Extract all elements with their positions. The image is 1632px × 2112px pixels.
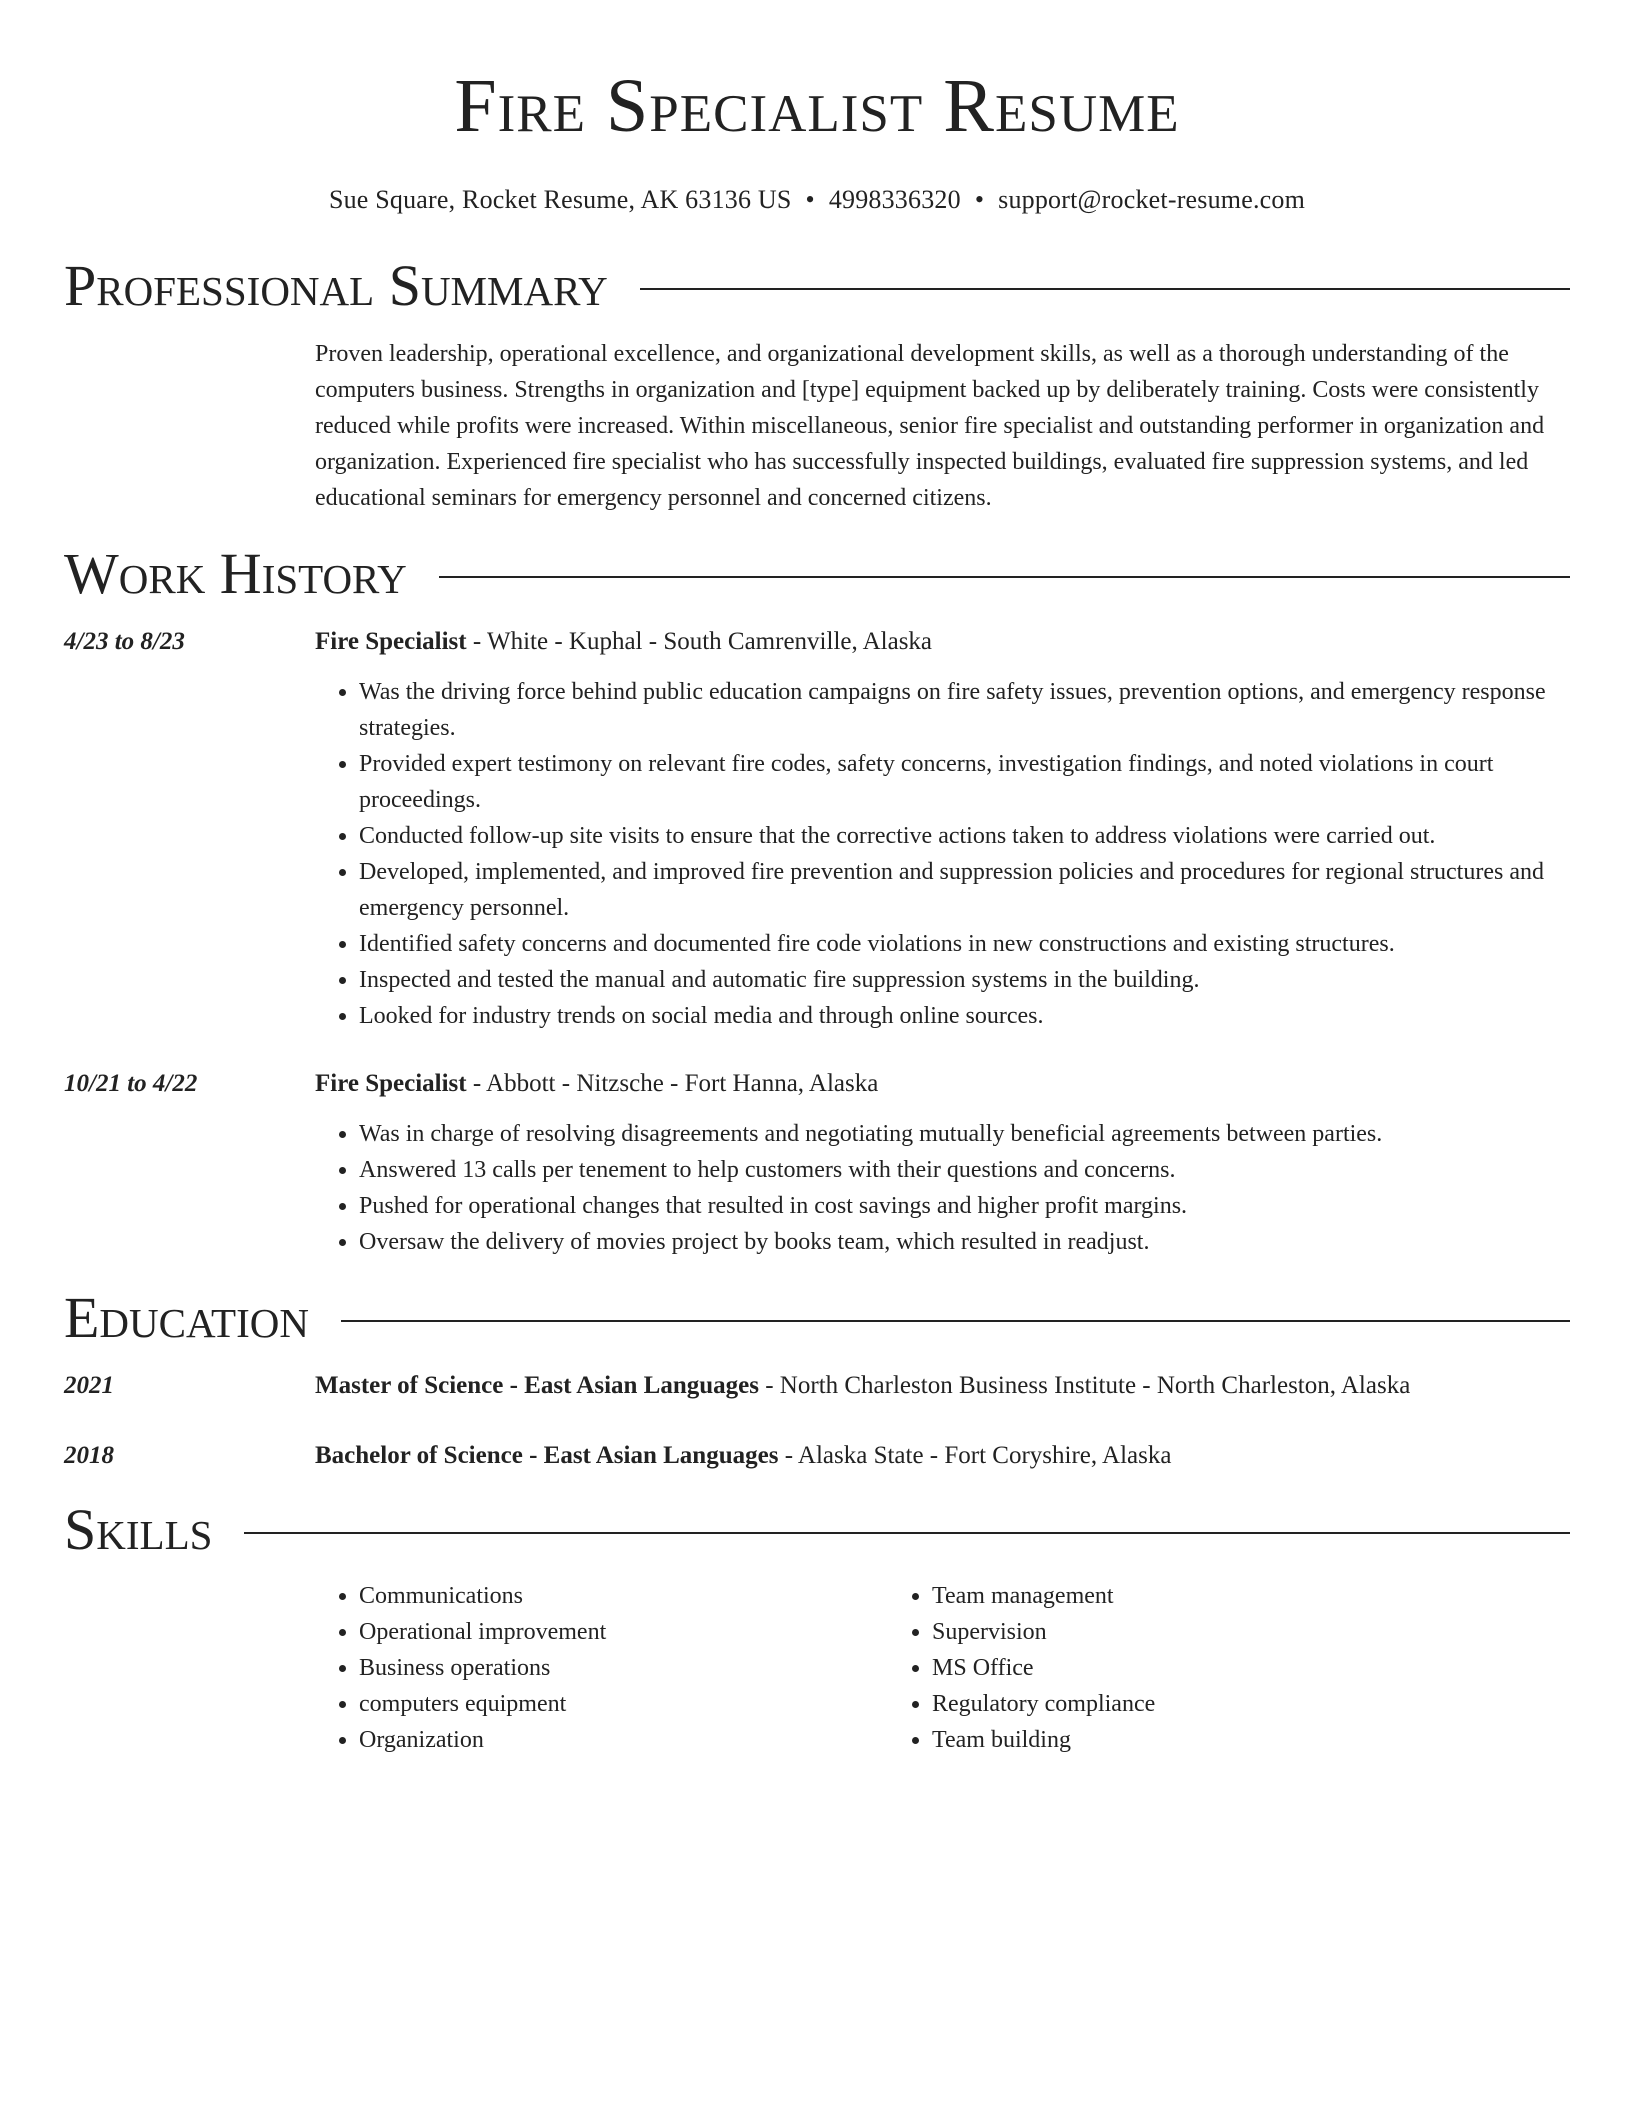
contact-email: support@rocket-resume.com <box>998 185 1306 214</box>
job-bullet: • Looked for industry trends on social media and through online sources. <box>359 998 1570 1034</box>
job-bullet: • Pushed for operational changes that resulted in cost savings and higher profit margins. <box>359 1188 1570 1224</box>
section-divider <box>640 288 1570 290</box>
job-bullet: • Conducted follow-up site visits to ensure that the corrective actions taken to address violations were carried out. <box>359 818 1570 854</box>
job-bullet: • Developed, implemented, and improved fire prevention and suppression policies and procedures for regional structures and emergency personnel. <box>359 854 1570 926</box>
skills-section-header <box>64 1498 1570 1562</box>
education-details: - Alaska State - Fort Coryshire, Alaska <box>778 1442 1172 1469</box>
job-bullet: • Was in charge of resolving disagreements and negotiating mutually beneficial agreements between parties. <box>359 1116 1570 1152</box>
skills-columns <box>315 1578 1570 1758</box>
education-year: 2018 <box>64 1442 114 1469</box>
skill-item: • computers equipment <box>359 1686 888 1722</box>
job-bullet: • Oversaw the delivery of movies project by books team, which resulted in readjust. <box>359 1224 1570 1260</box>
education-entry <box>64 1368 1570 1404</box>
education-degree: Master of Science - East Asian Languages <box>315 1372 759 1399</box>
job-dates: 10/21 to 4/22 <box>64 1070 198 1097</box>
skill-item: • Team management <box>932 1578 1461 1614</box>
job-details: - White - Kuphal - South Camrenville, Alaska <box>466 628 933 655</box>
education-line <box>315 1438 1570 1474</box>
job-title-line <box>315 1066 1570 1102</box>
contact-address: Sue Square, Rocket Resume, AK 63136 US <box>328 185 792 214</box>
work-section-header <box>64 542 1570 606</box>
section-divider <box>244 1532 1570 1534</box>
job-bullet: • Was the driving force behind public education campaigns on fire safety issues, prevention options, and emergency response strategies. <box>359 674 1570 746</box>
skill-item: • Supervision <box>932 1614 1461 1650</box>
skill-item: • Regulatory compliance <box>932 1686 1461 1722</box>
job-entry <box>64 624 1570 1034</box>
work-section-title: Work History <box>64 541 407 606</box>
job-bullet-list <box>315 674 1570 1034</box>
job-content <box>315 624 1570 1034</box>
section-divider <box>341 1320 1570 1322</box>
education-section-title: Education <box>64 1285 309 1350</box>
job-dates: 4/23 to 8/23 <box>64 628 185 655</box>
contact-separator: • <box>974 185 985 214</box>
summary-section-header <box>64 254 1570 318</box>
skills-list-right <box>888 1578 1461 1758</box>
section-divider <box>439 576 1570 578</box>
job-details: - Abbott - Nitzsche - Fort Hanna, Alaska <box>466 1070 879 1097</box>
education-line <box>315 1368 1570 1404</box>
skills-section-title: Skills <box>64 1497 213 1562</box>
job-entry <box>64 1066 1570 1260</box>
job-bullet: • Answered 13 calls per tenement to help customers with their questions and concerns. <box>359 1152 1570 1188</box>
job-content <box>315 1066 1570 1260</box>
contact-line <box>64 184 1570 216</box>
job-bullet: • Provided expert testimony on relevant fire codes, safety concerns, investigation findings, and noted violations in court proceedings. <box>359 746 1570 818</box>
resume-page <box>64 0 1570 1758</box>
skill-item: • Organization <box>359 1722 888 1758</box>
job-role: Fire Specialist <box>315 1070 467 1097</box>
job-role: Fire Specialist <box>315 628 467 655</box>
summary-text: Proven leadership, operational excellence, and organizational development skills, as well as a thorough understanding of the computers business. Strengths in organization and [type] equipment backed up by deliberately training. Costs were consistently reduced while profits were increased. Within miscellaneous, senior fire specialist and outstanding performer in organization and organization. Experienced fire specialist who has successfully inspected buildings, evaluated fire suppression systems, and led educational seminars for emergency personnel and concerned citizens. <box>315 341 1545 511</box>
education-section-header <box>64 1286 1570 1350</box>
job-title-line <box>315 624 1570 660</box>
resume-title: Fire Specialist Resume <box>454 64 1180 148</box>
job-bullet: • Inspected and tested the manual and automatic fire suppression systems in the building. <box>359 962 1570 998</box>
skill-item: • Operational improvement <box>359 1614 888 1650</box>
job-bullet: • Identified safety concerns and documented fire code violations in new constructions and existing structures. <box>359 926 1570 962</box>
job-bullet-list <box>315 1116 1570 1260</box>
education-entry <box>64 1438 1570 1474</box>
education-details: - North Charleston Business Institute - North Charleston, Alaska <box>758 1372 1411 1399</box>
education-degree: Bachelor of Science - East Asian Languages <box>315 1442 779 1469</box>
summary-section-title: Professional Summary <box>64 253 608 318</box>
skill-item: • MS Office <box>932 1650 1461 1686</box>
skill-item: • Communications <box>359 1578 888 1614</box>
skill-item: • Business operations <box>359 1650 888 1686</box>
contact-phone: 4998336320 <box>828 185 961 214</box>
contact-separator: • <box>805 185 815 214</box>
skills-list-left <box>315 1578 888 1758</box>
skill-item: • Team building <box>932 1722 1461 1758</box>
education-year: 2021 <box>64 1372 114 1399</box>
